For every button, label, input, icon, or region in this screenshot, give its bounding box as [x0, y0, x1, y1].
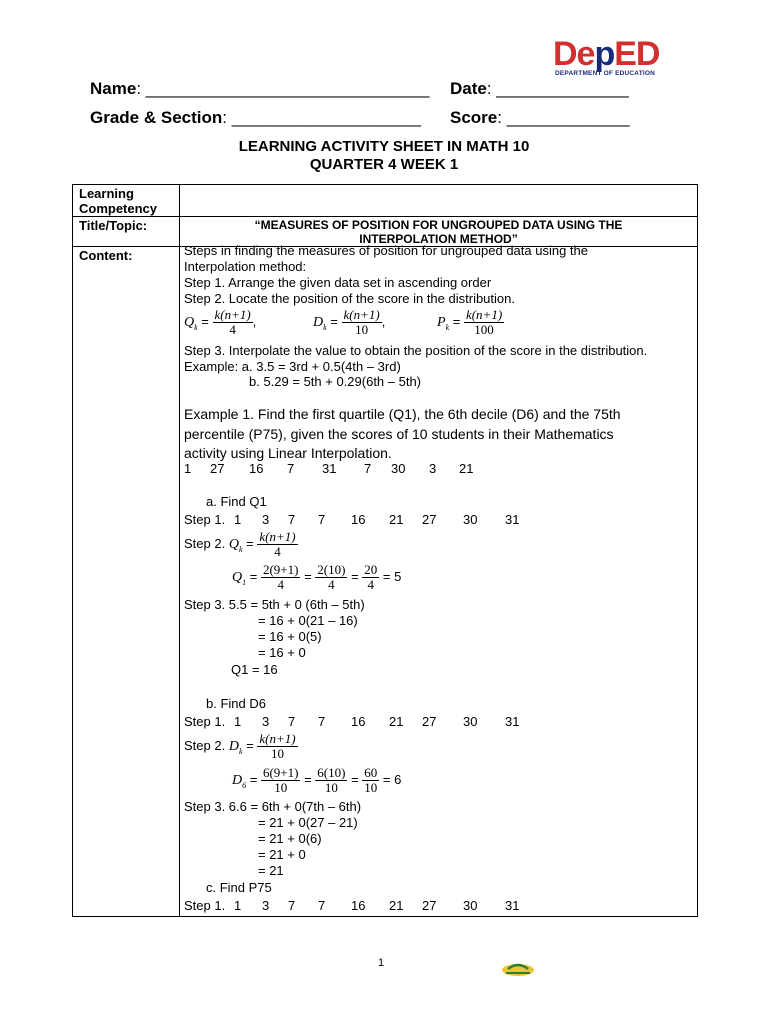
- title-topic-label: Title/Topic:: [79, 218, 148, 233]
- d6-computation: $D_6$ = $\frac{6(9+1)}{10}$ = $\frac{6(10)}{10}$ = $\frac{60}{10}$ = 6: [232, 765, 402, 795]
- step-1-label: Step 1.: [184, 898, 226, 913]
- example-1-line-1: Example 1. Find the first quartile (Q1), the 6th decile (D6) and the 75th: [184, 406, 621, 422]
- grade-label: Grade & Section: [90, 108, 223, 127]
- sorted-value: 30: [463, 714, 478, 729]
- sorted-value: 16: [351, 512, 366, 527]
- sorted-value: 21: [389, 714, 404, 729]
- sorted-value: 31: [505, 898, 520, 913]
- name-label: Name: [90, 79, 137, 98]
- sorted-value: 27: [422, 714, 437, 729]
- d6-result: = 6: [382, 771, 402, 787]
- sorted-value: 21: [389, 512, 404, 527]
- sorted-value: 1: [234, 714, 242, 729]
- q1-computation: $Q_1$ = $\frac{2(9+1)}{4}$ = $\frac{2(10)}{4}$ = $\frac{20}{4}$ = 5: [232, 562, 402, 592]
- data-value: 21: [459, 461, 474, 476]
- d-step-3-line-1: Step 3. 6.6 = 6th + 0(7th – 6th): [184, 799, 362, 814]
- d-step-3-line-4: = 21 + 0: [258, 847, 306, 862]
- sorted-value: 31: [505, 512, 520, 527]
- sheet-subtitle: QUARTER 4 WEEK 1: [309, 156, 459, 173]
- q-step-3-line-1: Step 3. 5.5 = 5th + 0 (6th – 5th): [184, 597, 365, 612]
- learning-competency-label: Learning Competency: [79, 186, 158, 216]
- d-step-3-line-3: = 21 + 0(6): [258, 831, 322, 846]
- sorted-value: 16: [351, 714, 366, 729]
- data-value: 7: [364, 461, 372, 476]
- step-1-text: Step 1. Arrange the given data set in ascending order: [184, 275, 492, 290]
- q-step-2: Step 2. $Q_k$ = $\frac{k(n+1)}{4}$: [184, 529, 296, 559]
- data-value: 31: [322, 461, 337, 476]
- q1-result: = 5: [382, 568, 402, 584]
- sorted-value: 30: [463, 898, 478, 913]
- step-3-text: Step 3. Interpolate the value to obtain the position of the score in the distribution.: [184, 343, 648, 358]
- example-b: b. 5.29 = 5th + 0.29(6th – 5th): [249, 374, 422, 389]
- school-seal-icon: [500, 959, 536, 977]
- score-field[interactable]: Score: _____________: [450, 108, 630, 127]
- example-1-line-3: activity using Linear Interpolation.: [184, 445, 392, 461]
- logo-subtitle: DEPARTMENT OF EDUCATION: [555, 70, 656, 77]
- d-step-3-line-2: = 21 + 0(27 – 21): [258, 815, 358, 830]
- example-1-line-2: percentile (P75), given the scores of 10 students in their Mathematics: [184, 426, 614, 442]
- sorted-value: 7: [288, 714, 296, 729]
- deped-logo: [553, 36, 678, 82]
- data-value: 27: [210, 461, 225, 476]
- intro-line-2: Interpolation method:: [184, 259, 307, 274]
- sorted-value: 3: [262, 898, 270, 913]
- score-label: Score: [450, 108, 498, 127]
- content-label: Content:: [79, 248, 133, 263]
- step-1-label: Step 1.: [184, 714, 226, 729]
- formula-dk: $D_k$ = $\frac{k(n+1)}{10}$ ,: [313, 307, 386, 337]
- sorted-value: 16: [351, 898, 366, 913]
- sorted-value: 30: [463, 512, 478, 527]
- grade-section-field[interactable]: Grade & Section: ____________________: [90, 108, 421, 127]
- sorted-value: 27: [422, 512, 437, 527]
- sorted-value: 7: [318, 714, 326, 729]
- q-step-3-line-4: = 16 + 0: [258, 645, 306, 660]
- sorted-value: 3: [262, 714, 270, 729]
- sorted-value: 1: [234, 512, 242, 527]
- intro-line-1: Steps in finding the measures of position for ungrouped data using the: [184, 243, 588, 258]
- sorted-value: 7: [318, 512, 326, 527]
- data-value: 30: [391, 461, 406, 476]
- sorted-value: 27: [422, 898, 437, 913]
- sorted-value: 21: [389, 898, 404, 913]
- sorted-value: 7: [288, 512, 296, 527]
- topic-line-1: “MEASURES OF POSITION FOR UNGROUPED DATA USING THE: [254, 218, 623, 232]
- step-2-text: Step 2. Locate the position of the score in the distribution.: [184, 291, 515, 306]
- part-b-label: b. Find D6: [206, 696, 266, 711]
- sorted-value: 31: [505, 714, 520, 729]
- date-field[interactable]: Date: ______________: [450, 79, 629, 98]
- formula-pk: $P_k$ = $\frac{k(n+1)}{100}$: [437, 307, 503, 337]
- data-value: 1: [184, 461, 192, 476]
- q-step-3-line-3: = 16 + 0(5): [258, 629, 322, 644]
- page-number: 1: [378, 957, 385, 969]
- part-a-label: a. Find Q1: [206, 494, 267, 509]
- step-1-label: Step 1.: [184, 512, 226, 527]
- q-step-3-line-2: = 16 + 0(21 – 16): [258, 613, 358, 628]
- name-field[interactable]: Name: ______________________________: [90, 79, 430, 98]
- sorted-value: 7: [288, 898, 296, 913]
- sorted-value: 7: [318, 898, 326, 913]
- d-step-3-line-5: = 21: [258, 863, 284, 878]
- topic-line-2: INTERPOLATION METHOD”: [359, 232, 518, 246]
- formula-qk: $Q_k$ = $\frac{k(n+1)}{4}$ ,: [184, 307, 257, 337]
- sorted-value: 3: [262, 512, 270, 527]
- example-a: Example: a. 3.5 = 3rd + 0.5(4th – 3rd): [184, 359, 401, 374]
- data-value: 7: [287, 461, 295, 476]
- learning-competency-value: [180, 185, 698, 217]
- sorted-value: 1: [234, 898, 242, 913]
- logo-wordmark: DepED: [553, 35, 660, 73]
- data-value: 16: [249, 461, 264, 476]
- sheet-title: LEARNING ACTIVITY SHEET IN MATH 10: [238, 138, 530, 155]
- part-c-label: c. Find P75: [206, 880, 272, 895]
- data-value: 3: [429, 461, 437, 476]
- q1-final: Q1 = 16: [231, 662, 278, 677]
- date-label: Date: [450, 79, 487, 98]
- d-step-2: Step 2. $D_k$ = $\frac{k(n+1)}{10}$: [184, 731, 296, 761]
